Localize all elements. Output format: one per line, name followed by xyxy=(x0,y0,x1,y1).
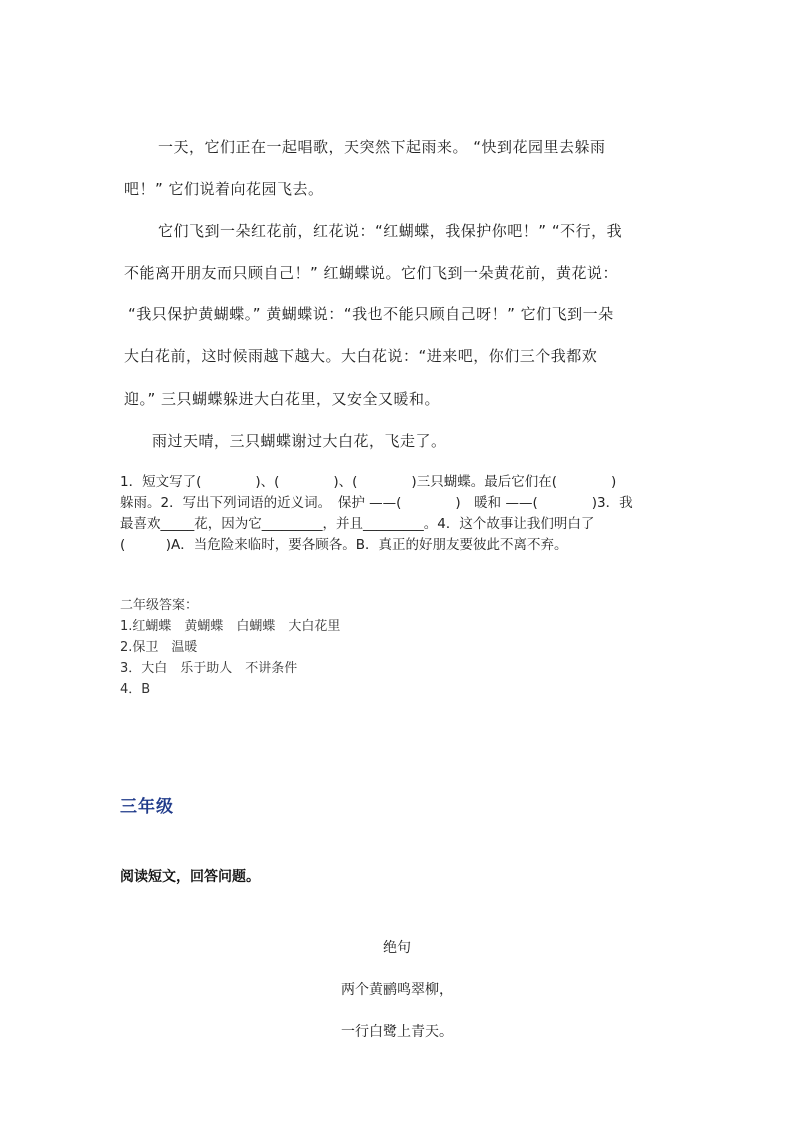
poem-title: 绝句 xyxy=(383,940,411,956)
story-line-8: 雨过天晴，三只蝴蝶谢过大白花，飞走了。 xyxy=(152,432,447,450)
answer-line-1: 1.红蝴蝶 黄蝴蝶 白蝴蝶 大白花里 xyxy=(120,619,341,634)
story-line-7: 迎。” 三只蝴蝶躲进大白花里，又安全又暖和。 xyxy=(124,390,441,408)
question-line-2: 躲雨。2．写出下列词语的近义词。 保护 ——( ) 暖和 ——( )3．我 xyxy=(120,495,633,511)
poem-line-1: 两个黄鹂鸣翠柳， xyxy=(341,982,453,998)
question-line-3: 最喜欢_____花，因为它_________，并且_________。4．这个故事让我们明白了 xyxy=(120,516,595,532)
story-line-6: 大白花前，这时候雨越下越大。大白花说：“进来吧，你们三个我都欢 xyxy=(124,347,598,365)
answer-line-4: 4．B xyxy=(120,682,151,697)
answer-line-3: 3．大白 乐于助人 不讲条件 xyxy=(120,661,298,676)
question-line-1: 1．短文写了( )、( )、( )三只蝴蝶。最后它们在( ) xyxy=(120,474,617,490)
answers-heading: 二年级答案： xyxy=(120,598,199,613)
story-line-1: 一天，它们正在一起唱歌，天突然下起雨来。 “快到花园里去躲雨 xyxy=(158,138,606,156)
poem-line-2: 一行白鹭上青天。 xyxy=(341,1024,453,1040)
section-title: 三年级 xyxy=(120,797,174,817)
question-line-4: ( )A．当危险来临时，要各顾各。B．真正的好朋友要彼此不离不弃。 xyxy=(120,537,568,553)
story-line-2: 吧！” 它们说着向花园飞去。 xyxy=(124,180,324,198)
instruction-text: 阅读短文，回答问题。 xyxy=(120,869,260,885)
story-line-4: 不能离开朋友而只顾自己！” 红蝴蝶说。它们飞到一朵黄花前，黄花说： xyxy=(124,264,619,282)
story-line-3: 它们飞到一朵红花前，红花说：“红蝴蝶，我保护你吧！” “不行，我 xyxy=(158,222,623,240)
answer-line-2: 2.保卫 温暖 xyxy=(120,640,198,655)
story-line-5: “我只保护黄蝴蝶。” 黄蝴蝶说：“我也不能只顾自己呀！” 它们飞到一朵 xyxy=(128,305,614,323)
